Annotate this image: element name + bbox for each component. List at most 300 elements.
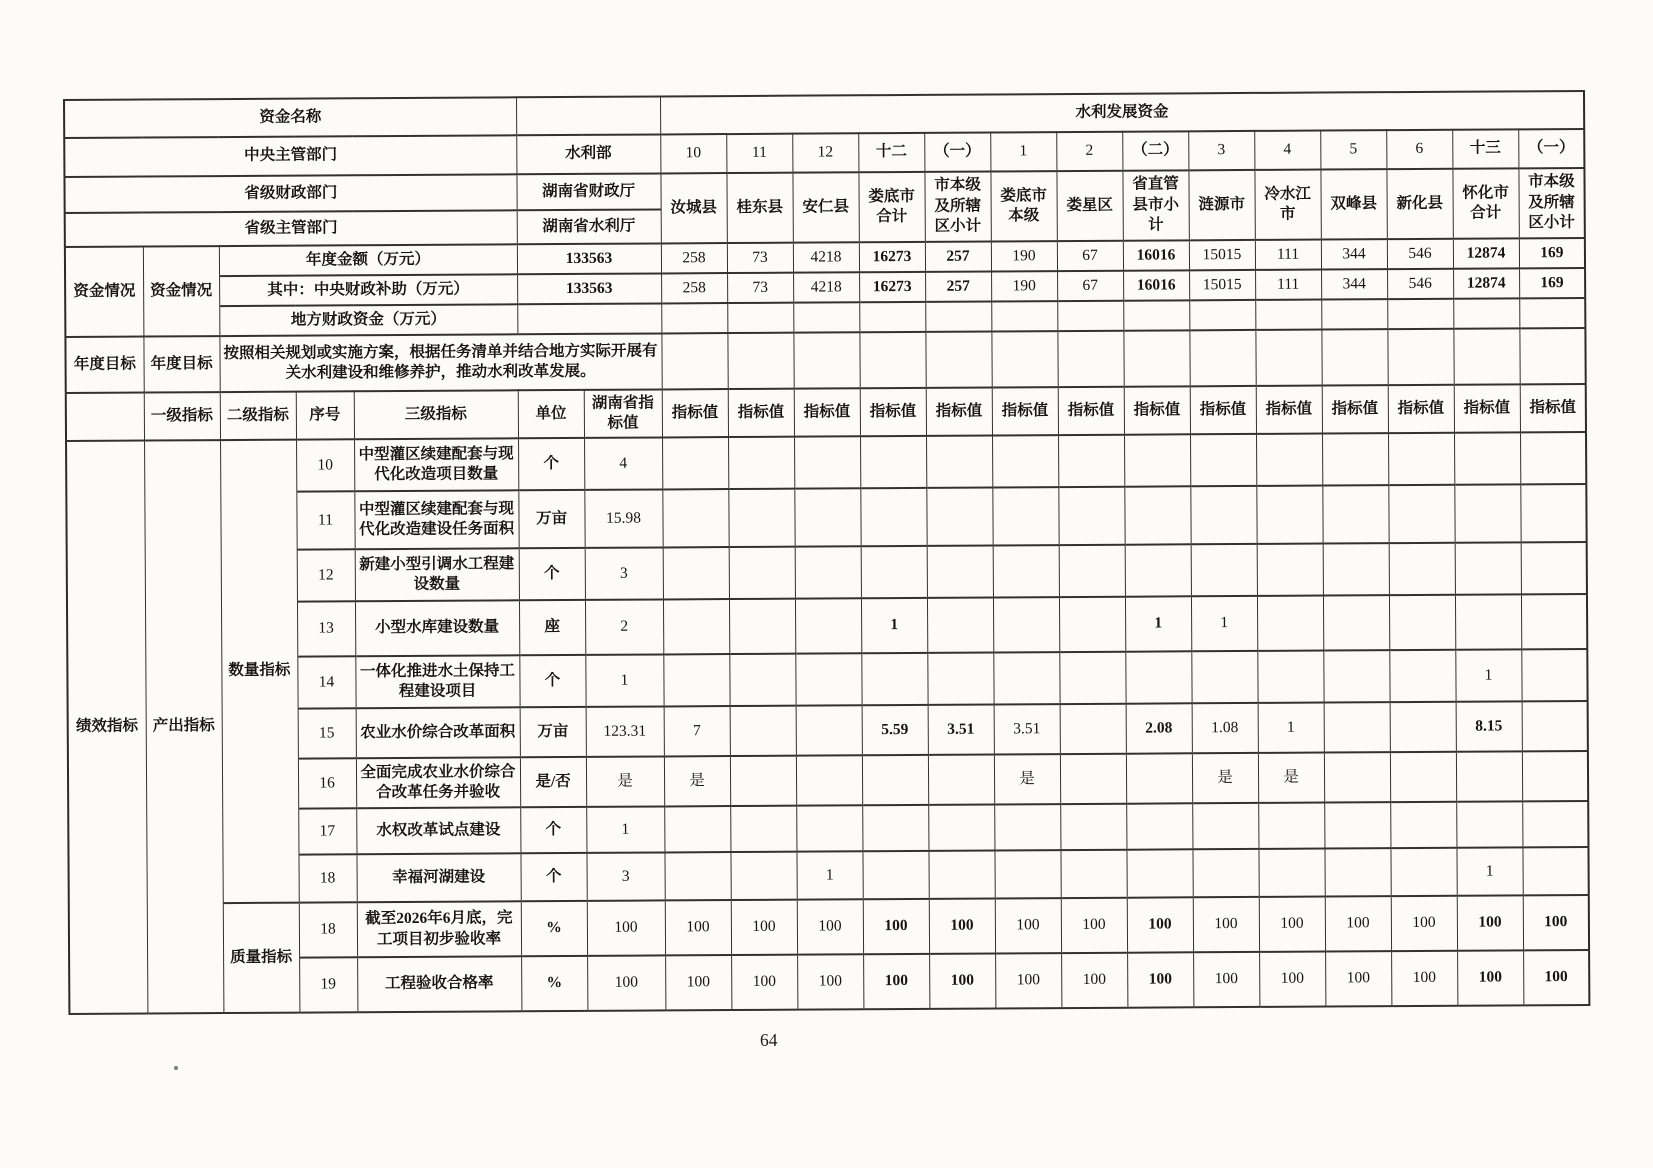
value-header-cell: 指标值: [1058, 387, 1124, 435]
unit-cell: 个: [521, 853, 587, 901]
indicator-value-cell: [1390, 702, 1456, 752]
funding-value-cell: 111: [1255, 240, 1321, 270]
indicator-value-cell: 100: [863, 899, 929, 954]
empty-cell: [1321, 329, 1387, 385]
indicator-value-cell: [794, 436, 860, 488]
funding-total-cell: [517, 303, 661, 334]
indicator-name-cell: 小型水库建设数量: [355, 600, 519, 656]
funding-value-cell: [1453, 298, 1519, 328]
indicator-value-cell: 100: [1259, 897, 1325, 952]
indicator-value-cell: [1124, 434, 1190, 486]
funding-value-cell: 16273: [859, 242, 925, 272]
unit-cell: 是/否: [520, 757, 586, 807]
funding-row-label-cell: 地方财政资金（万元）: [219, 304, 517, 336]
level2-header-cell: 二级指标: [220, 392, 296, 440]
indicator-name-cell: 中型灌区续建配套与现代化改造建设任务面积: [354, 490, 518, 549]
indicator-value-cell: [1520, 432, 1586, 484]
prov-dept-value-cell: 湖南省水利厅: [517, 209, 661, 244]
indicator-value-cell: [1190, 434, 1256, 486]
indicator-value-cell: 100: [1523, 950, 1589, 1005]
indicator-value-cell: 8.15: [1456, 701, 1522, 751]
funding-value-cell: [925, 301, 991, 331]
indicator-value-cell: [1060, 704, 1126, 754]
indicator-value-cell: [992, 435, 1058, 487]
indicator-value-cell: 是: [664, 756, 730, 806]
empty-cell: [859, 332, 925, 388]
province-target-cell: 100: [587, 955, 665, 1010]
indicator-name-cell: 农业水价综合改革面积: [356, 707, 520, 758]
indicator-value-cell: 100: [1127, 897, 1193, 952]
indicator-value-cell: 100: [1193, 952, 1259, 1007]
indicator-name-cell: 一体化推进水土保持工程建设项目: [355, 655, 519, 708]
indicator-value-cell: [1454, 432, 1520, 484]
indicator-value-cell: 是: [1192, 753, 1258, 803]
indicator-value-cell: [1061, 850, 1127, 898]
indicator-value-cell: [662, 489, 728, 547]
indicator-value-cell: [662, 437, 728, 489]
indicator-value-cell: 是: [994, 754, 1060, 804]
indicator-value-cell: [730, 756, 796, 806]
row-number-cell: 15: [298, 708, 356, 758]
funding-value-cell: 257: [925, 271, 991, 301]
indicator-value-cell: [796, 805, 862, 851]
indicator-value-cell: [1190, 486, 1256, 544]
central-dept-label-cell: 中央主管部门: [64, 135, 516, 177]
row-number-cell: 18: [298, 854, 356, 902]
indicator-value-cell: [1257, 544, 1323, 596]
indicator-value-cell: 3.51: [928, 704, 994, 754]
indicator-value-cell: [861, 546, 927, 598]
indicator-value-cell: [1126, 803, 1192, 849]
indicator-value-cell: [1389, 650, 1455, 702]
region-header-cell: 桂东县: [727, 173, 793, 243]
value-header-cell: 指标值: [1124, 386, 1190, 434]
funding-value-cell: 15015: [1189, 240, 1255, 270]
indicator-value-cell: [795, 598, 861, 653]
empty-cell: [793, 332, 859, 388]
row-number-cell: 14: [297, 656, 355, 708]
indicator-value-cell: [1324, 752, 1390, 802]
funding-total-cell: 133563: [517, 273, 661, 304]
funding-value-cell: 190: [991, 241, 1057, 271]
indicator-value-cell: [730, 806, 796, 852]
funding-value-cell: 15015: [1189, 270, 1255, 300]
indicator-value-cell: [1454, 484, 1520, 542]
funding-value-cell: [859, 302, 925, 332]
row-number-cell: 19: [299, 957, 357, 1012]
funding-value-cell: 169: [1519, 268, 1585, 298]
table-row: [69, 895, 1589, 959]
indicator-value-cell: [993, 597, 1059, 652]
indicator-name-cell: 中型灌区续建配套与现代化改造项目数量: [354, 438, 518, 491]
indicator-value-cell: 1: [1125, 596, 1191, 651]
indicator-value-cell: [1192, 803, 1258, 849]
indicator-value-cell: [664, 806, 730, 852]
indicator-value-cell: [862, 805, 928, 851]
indicator-value-cell: [926, 487, 992, 545]
indicator-value-cell: [663, 547, 729, 599]
indicator-value-cell: 100: [929, 953, 995, 1008]
indicator-value-cell: [663, 654, 729, 706]
funding-value-cell: [1519, 298, 1585, 328]
region-header-cell: 汝城县: [661, 173, 727, 243]
indicator-value-cell: 7: [664, 706, 730, 756]
indicator-name-cell: 截至2026年6月底，完工项目初步验收率: [357, 901, 521, 957]
indicator-value-cell: 100: [731, 900, 797, 955]
column-number-cell: 12: [792, 133, 858, 172]
indicator-value-cell: [1389, 595, 1455, 650]
indicator-value-cell: 100: [1523, 895, 1589, 950]
column-number-cell: 6: [1386, 130, 1452, 169]
indicator-value-cell: [1323, 595, 1389, 650]
row-number-cell: 12: [297, 549, 355, 601]
indicator-value-cell: [794, 488, 860, 546]
indicator-value-cell: 3.51: [994, 704, 1060, 754]
funding-value-cell: 111: [1255, 270, 1321, 300]
value-header-cell: 指标值: [662, 389, 728, 437]
indicator-value-cell: 100: [995, 898, 1061, 953]
indicator-value-cell: [1191, 544, 1257, 596]
funding-value-cell: 67: [1057, 241, 1123, 271]
indicator-value-cell: [731, 852, 797, 900]
indicator-value-cell: 100: [665, 955, 731, 1010]
indicator-value-cell: [929, 850, 995, 898]
indicator-value-cell: 100: [1061, 898, 1127, 953]
funding-value-cell: 16273: [859, 272, 925, 302]
funding-value-cell: [1189, 300, 1255, 330]
indicator-value-cell: [1060, 754, 1126, 804]
province-target-cell: 4: [584, 437, 662, 489]
funding-value-cell: 73: [727, 243, 793, 273]
indicator-value-cell: [796, 705, 862, 755]
funding-value-cell: 344: [1321, 239, 1387, 269]
indicator-value-cell: 100: [1259, 952, 1325, 1007]
region-header-cell: 双峰县: [1321, 169, 1387, 239]
indicator-value-cell: [994, 804, 1060, 850]
indicator-value-cell: 5.59: [862, 705, 928, 755]
indicator-value-cell: [926, 435, 992, 487]
value-header-cell: 指标值: [992, 387, 1058, 435]
funding-section-cell: 资金情况: [65, 247, 144, 337]
funding-total-cell: 133563: [517, 243, 661, 274]
funding-value-cell: 73: [727, 273, 793, 303]
indicator-value-cell: [663, 599, 729, 654]
table-row: [65, 328, 1585, 393]
empty-cell: [661, 333, 727, 389]
indicator-value-cell: [1388, 485, 1454, 543]
indicator-value-cell: 1: [1258, 703, 1324, 753]
indicator-value-cell: [927, 545, 993, 597]
funding-value-cell: [1387, 299, 1453, 329]
region-header-cell: 市本级及所辖区小计: [1518, 168, 1585, 238]
indicator-name-cell: 幸福河湖建设: [356, 853, 520, 902]
unit-cell: 万亩: [520, 707, 586, 757]
region-header-cell: 娄底市本级: [991, 171, 1057, 241]
indicator-value-cell: [1126, 753, 1192, 803]
indicator-value-cell: 100: [1391, 896, 1457, 951]
seq-header-cell: 序号: [296, 391, 354, 439]
indicator-value-cell: [796, 755, 862, 805]
indicator-value-cell: [1388, 433, 1454, 485]
column-number-cell: （一）: [1518, 129, 1584, 168]
indicator-value-cell: [1522, 801, 1588, 847]
column-number-cell: 1: [990, 132, 1056, 171]
indicator-value-cell: [728, 489, 794, 547]
value-header-cell: 指标值: [1388, 385, 1454, 433]
indicator-value-cell: [1391, 848, 1457, 896]
indicator-value-cell: 1.08: [1192, 703, 1258, 753]
indicator-value-cell: [1324, 802, 1390, 848]
value-header-cell: 指标值: [1322, 385, 1388, 433]
indicator-value-cell: [1323, 650, 1389, 702]
funding-value-cell: 258: [661, 243, 727, 273]
indicator-value-cell: [861, 653, 927, 705]
indicator-value-cell: 100: [797, 954, 863, 1009]
indicator-value-cell: 1: [861, 598, 927, 653]
funding-value-cell: [1123, 300, 1189, 330]
performance-table: [63, 90, 1591, 1015]
column-number-cell: 10: [660, 134, 726, 173]
region-header-cell: 娄星区: [1057, 171, 1123, 241]
unit-cell: 个: [518, 438, 584, 490]
indicator-value-cell: [729, 547, 795, 599]
column-number-cell: 11: [726, 134, 792, 173]
empty-cell: [66, 393, 144, 441]
indicator-value-cell: [1389, 543, 1455, 595]
indicator-value-cell: 100: [1193, 897, 1259, 952]
empty-cell: [727, 333, 793, 389]
indicator-value-cell: 100: [1325, 951, 1391, 1006]
central-dept-value-cell: 水利部: [516, 134, 660, 174]
funding-value-cell: 169: [1519, 238, 1585, 268]
indicator-value-cell: [995, 850, 1061, 898]
indicator-value-cell: [993, 545, 1059, 597]
indicator-value-cell: [1521, 649, 1587, 701]
indicator-value-cell: 是: [1258, 753, 1324, 803]
funding-value-cell: 12874: [1453, 238, 1519, 268]
level1-value-cell: 绩效指标: [66, 441, 147, 1014]
empty-cell: [991, 331, 1057, 387]
indicator-value-cell: [795, 546, 861, 598]
region-header-cell: 冷水江市: [1255, 170, 1321, 240]
indicator-value-cell: [992, 487, 1058, 545]
indicator-value-cell: [1323, 543, 1389, 595]
funding-row-label-cell: 其中：中央财政补助（万元）: [219, 274, 517, 306]
funding-value-cell: 16016: [1123, 240, 1189, 270]
funding-value-cell: [1321, 299, 1387, 329]
indicator-value-cell: [1193, 849, 1259, 897]
column-number-cell: 十三: [1452, 129, 1518, 168]
prov-finance-label-cell: 省级财政部门: [64, 174, 516, 213]
indicator-value-cell: 2.08: [1126, 703, 1192, 753]
indicator-value-cell: [1324, 702, 1390, 752]
indicator-value-cell: [1390, 802, 1456, 848]
annual-goal-label-cell: 年度目标: [65, 337, 143, 393]
unit-cell: 个: [520, 807, 586, 853]
unit-cell: 个: [519, 655, 585, 707]
funding-section-cell: 资金情况: [143, 246, 220, 336]
indicator-value-cell: [1258, 803, 1324, 849]
funding-value-cell: 4218: [793, 242, 859, 272]
indicator-value-cell: [1059, 597, 1125, 652]
row-number-cell: 10: [296, 439, 354, 491]
indicator-value-cell: [862, 755, 928, 805]
indicator-value-cell: 100: [1325, 896, 1391, 951]
province-target-cell: 15.98: [584, 489, 662, 547]
indicator-value-cell: [1322, 485, 1388, 543]
indicator-value-cell: [730, 706, 796, 756]
indicator-value-cell: [1456, 751, 1522, 801]
indicator-value-cell: [1325, 848, 1391, 896]
indicator-value-cell: [1259, 849, 1325, 897]
indicator-value-cell: 100: [863, 954, 929, 1009]
indicator-value-cell: 100: [1061, 953, 1127, 1008]
indicator-value-cell: [1060, 804, 1126, 850]
value-header-cell: 指标值: [728, 389, 794, 437]
region-header-cell: 新化县: [1387, 169, 1453, 239]
indicator-name-cell: 工程验收合格率: [357, 956, 521, 1012]
funding-value-cell: 12874: [1453, 268, 1519, 298]
fund-name-value-cell: 水利发展资金: [660, 91, 1584, 134]
empty-cell: [1189, 330, 1255, 386]
region-header-cell: 省直管县市小计: [1123, 170, 1189, 240]
empty-cell: [1519, 328, 1585, 384]
empty-cell: [1387, 329, 1453, 385]
province-target-cell: 是: [586, 756, 664, 806]
annual-goal-text-cell: 按照相关规划或实施方案，根据任务清单并结合地方实际开展有关水利建设和维修养护，推动水利改革发展。: [219, 333, 661, 392]
indicator-name-cell: 新建小型引调水工程建设数量: [355, 548, 519, 601]
column-number-cell: 5: [1320, 130, 1386, 169]
column-number-cell: 3: [1188, 131, 1254, 170]
region-header-cell: 涟源市: [1189, 170, 1255, 240]
indicator-value-cell: [1059, 545, 1125, 597]
funding-row-label-cell: 年度金额（万元）: [219, 244, 517, 276]
funding-value-cell: 546: [1387, 269, 1453, 299]
indicator-value-cell: [729, 654, 795, 706]
region-header-cell: 市本级及所辖区小计: [925, 171, 991, 241]
indicator-value-cell: [1522, 701, 1588, 751]
funding-value-cell: [793, 302, 859, 332]
indicator-value-cell: [1455, 594, 1521, 649]
empty-cell: [1123, 330, 1189, 386]
funding-value-cell: [991, 301, 1057, 331]
province-target-cell: 123.31: [586, 706, 664, 756]
indicator-value-cell: [1521, 594, 1587, 649]
prov-finance-value-cell: 湖南省财政厅: [517, 173, 661, 210]
indicator-value-cell: [1125, 651, 1191, 703]
indicator-value-cell: [860, 488, 926, 546]
column-number-cell: （二）: [1122, 131, 1188, 170]
empty-cell: [1453, 328, 1519, 384]
empty-cell: [1255, 330, 1321, 386]
indicator-value-cell: [728, 437, 794, 489]
level3-header-cell: 三级指标: [354, 390, 518, 439]
funding-value-cell: 546: [1387, 239, 1453, 269]
value-header-cell: 指标值: [860, 388, 926, 436]
page-number: 64: [760, 1030, 778, 1050]
scan-speck: [174, 1066, 178, 1070]
annual-goal-label-cell: 年度目标: [143, 336, 219, 392]
category-cell: 质量指标: [223, 903, 300, 1013]
province-target-cell: 1: [586, 806, 664, 852]
indicator-value-cell: [928, 754, 994, 804]
indicator-value-cell: [860, 436, 926, 488]
unit-cell: %: [521, 901, 587, 956]
unit-cell: 个: [519, 548, 585, 600]
indicator-value-cell: [1455, 542, 1521, 594]
region-header-cell: 安仁县: [793, 172, 859, 242]
indicator-value-cell: [1322, 433, 1388, 485]
value-header-cell: 指标值: [1454, 384, 1520, 432]
indicator-value-cell: 100: [1127, 952, 1193, 1007]
funding-value-cell: [727, 303, 793, 333]
funding-value-cell: 258: [661, 273, 727, 303]
indicator-value-cell: [1058, 487, 1124, 545]
indicator-value-cell: 100: [797, 899, 863, 954]
value-header-cell: 指标值: [794, 388, 860, 436]
fund-name-label-cell: 资金名称: [64, 97, 516, 138]
indicator-value-cell: 100: [1457, 895, 1523, 950]
indicator-value-cell: [795, 653, 861, 705]
indicator-value-cell: 1: [1191, 596, 1257, 651]
indicator-value-cell: [863, 851, 929, 899]
table-tilt-wrapper: [63, 90, 1591, 1015]
column-number-cell: 4: [1254, 131, 1320, 170]
indicator-value-cell: [927, 597, 993, 652]
column-number-cell: 2: [1056, 132, 1122, 171]
indicator-value-cell: 100: [995, 953, 1061, 1008]
province-target-cell: 3: [587, 852, 665, 900]
funding-value-cell: 4218: [793, 272, 859, 302]
level1-header-cell: 一级指标: [144, 392, 220, 440]
indicator-value-cell: 1: [1457, 847, 1523, 895]
indicator-value-cell: [1456, 801, 1522, 847]
indicator-value-cell: 1: [797, 851, 863, 899]
funding-value-cell: 16016: [1123, 270, 1189, 300]
indicator-value-cell: [1257, 651, 1323, 703]
indicator-value-cell: [1257, 596, 1323, 651]
region-header-cell: 娄底市合计: [859, 172, 925, 242]
level2-value-cell: 产出指标: [144, 440, 223, 1013]
unit-header-cell: 单位: [518, 390, 584, 438]
funding-value-cell: [661, 303, 727, 333]
unit-cell: %: [521, 956, 587, 1011]
indicator-value-cell: [1256, 434, 1322, 486]
value-header-cell: 指标值: [926, 387, 992, 435]
indicator-name-cell: 全面完成农业水价综合合改革任务并验收: [356, 757, 520, 808]
prov-dept-label-cell: 省级主管部门: [65, 210, 517, 247]
funding-value-cell: 344: [1321, 269, 1387, 299]
indicator-value-cell: [1390, 752, 1456, 802]
table-row: [66, 432, 1586, 493]
indicator-value-cell: [1127, 849, 1193, 897]
indicator-value-cell: [1125, 544, 1191, 596]
value-header-cell: 指标值: [1256, 386, 1322, 434]
funding-value-cell: 190: [991, 271, 1057, 301]
column-number-cell: （一）: [924, 132, 990, 171]
indicator-value-cell: [1058, 435, 1124, 487]
indicator-value-cell: [1059, 652, 1125, 704]
indicator-value-cell: [665, 852, 731, 900]
region-header-cell: 怀化市合计: [1453, 168, 1519, 238]
indicator-value-cell: 100: [929, 898, 995, 953]
empty-cell: [1057, 331, 1123, 387]
province-target-cell: 100: [587, 900, 665, 955]
indicator-value-cell: 100: [1457, 950, 1523, 1005]
indicator-value-cell: [1191, 651, 1257, 703]
indicator-value-cell: [1124, 486, 1190, 544]
funding-value-cell: 67: [1057, 271, 1123, 301]
